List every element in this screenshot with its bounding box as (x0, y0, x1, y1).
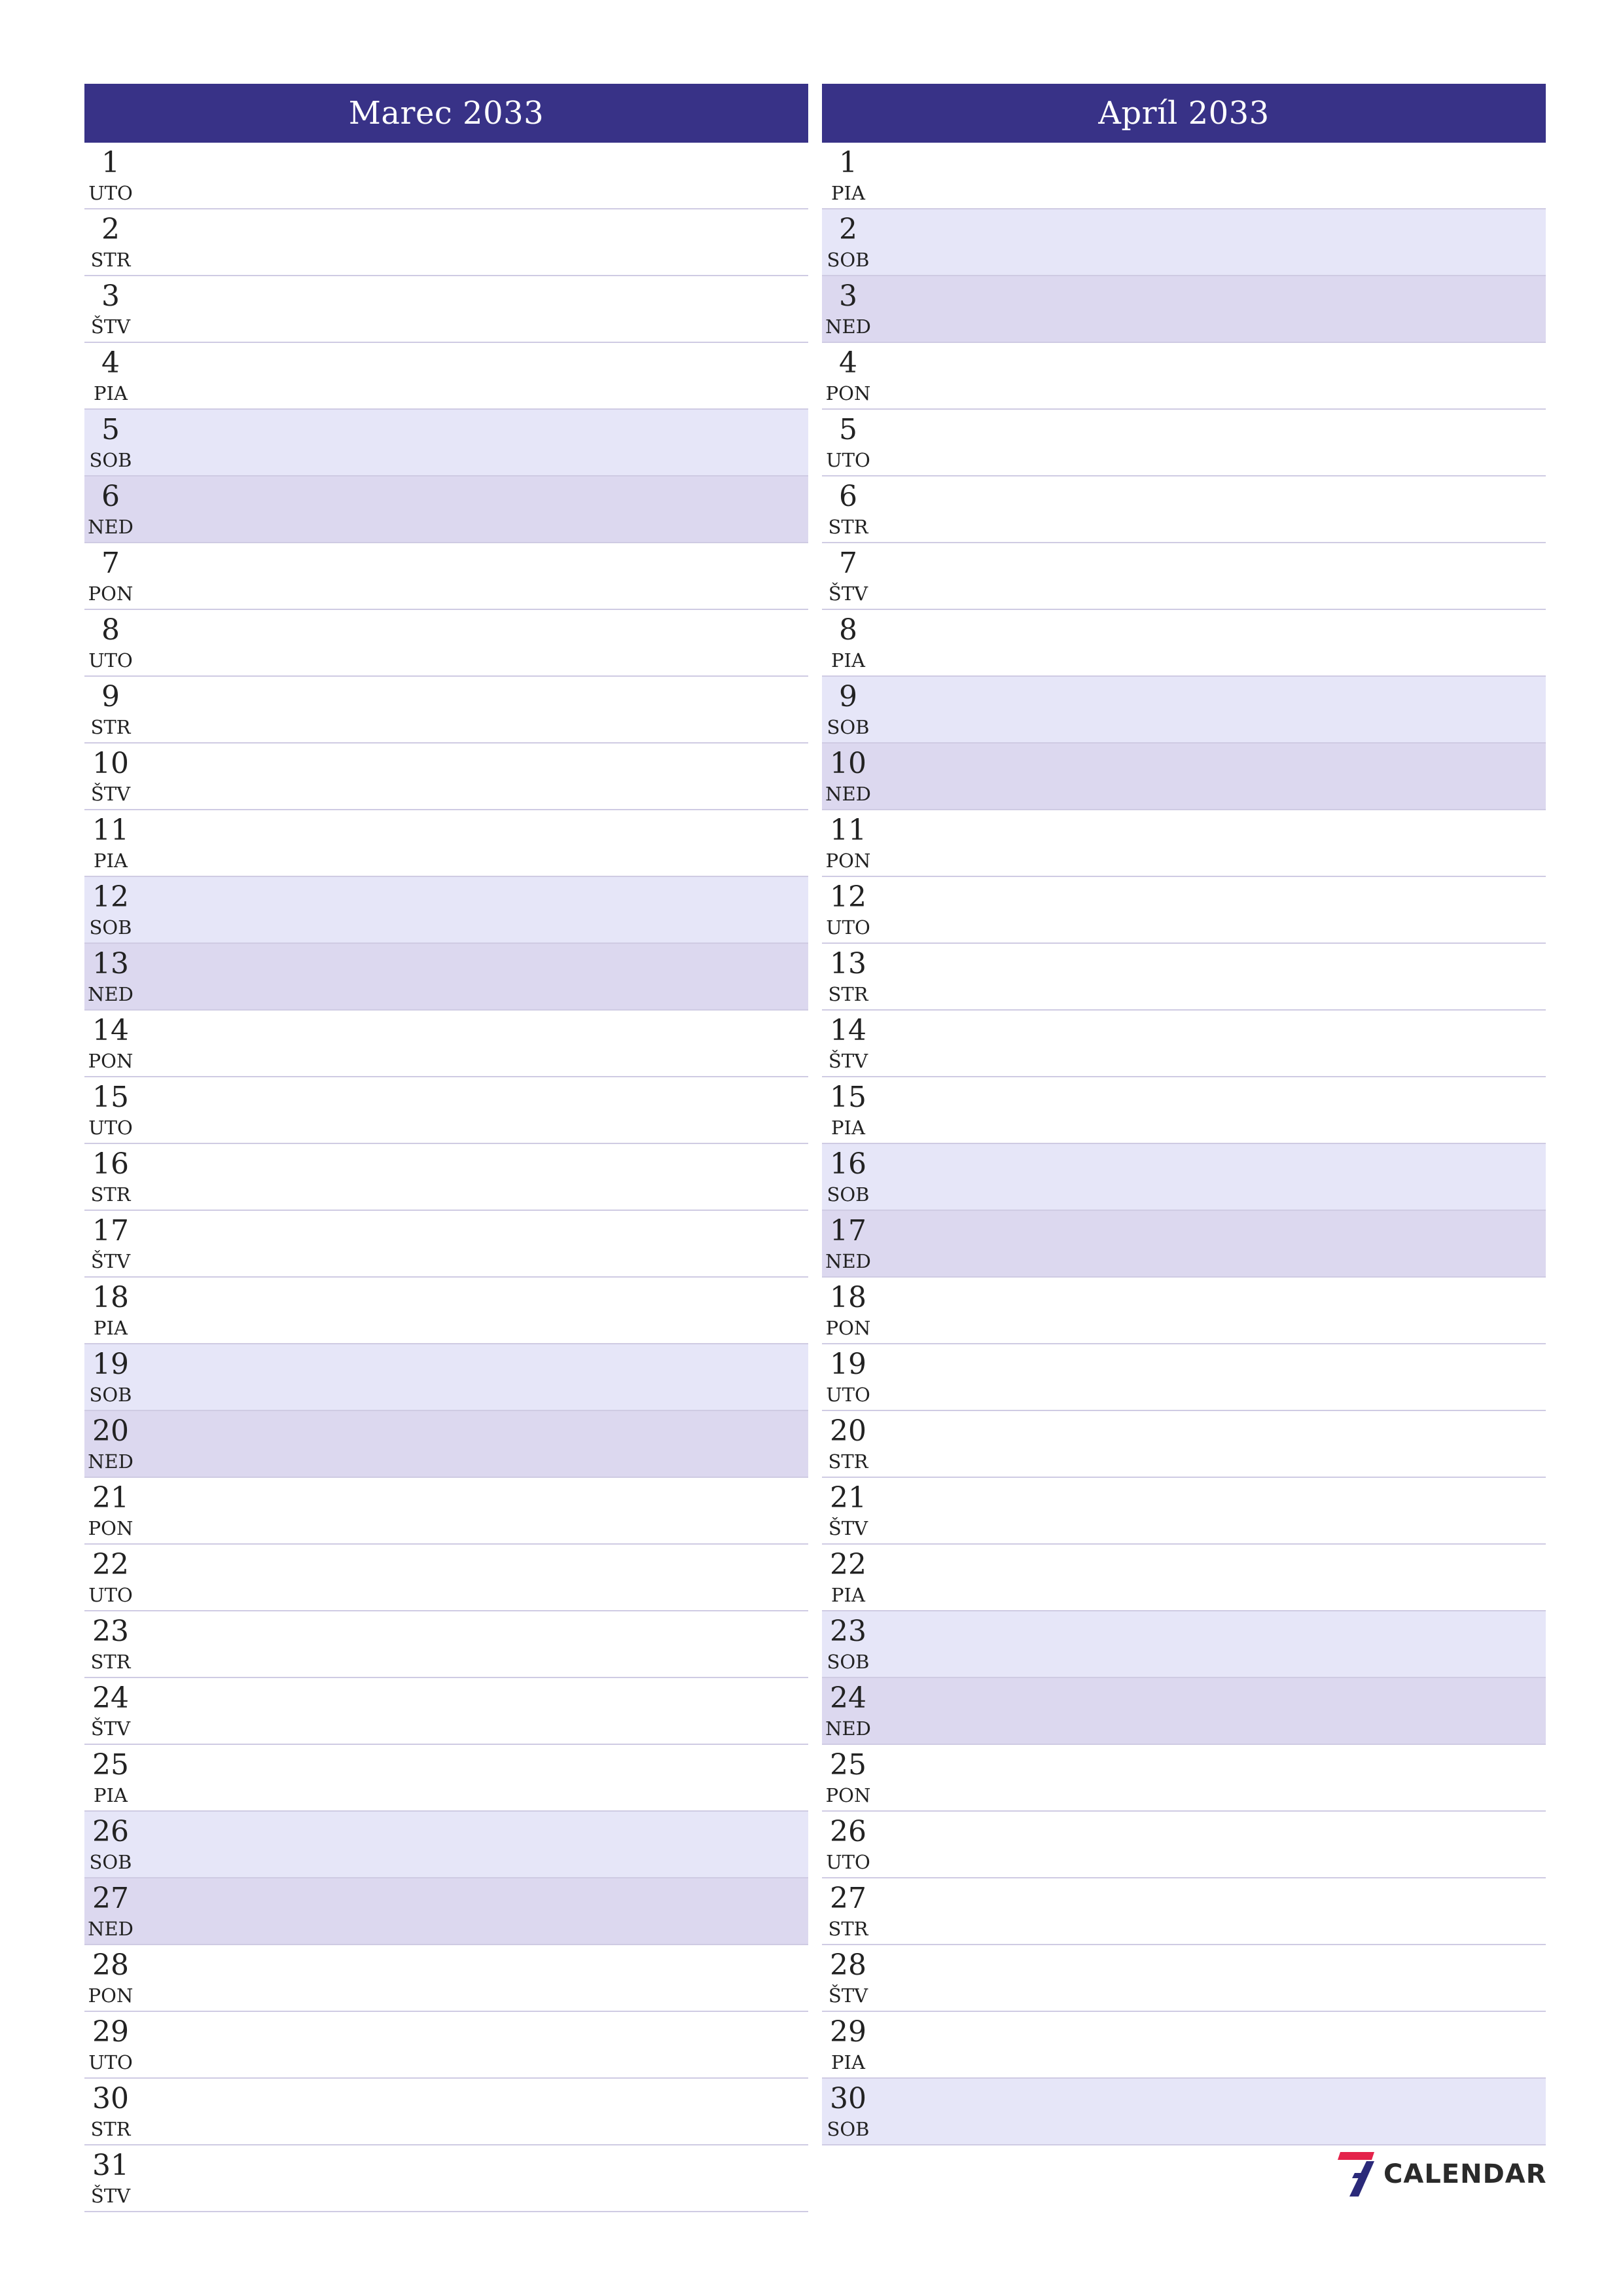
day-weekday: UTO (826, 1384, 870, 1406)
day-weekday: PIA (831, 182, 865, 204)
day-number: 15 (830, 1081, 866, 1114)
day-row (822, 276, 1546, 343)
day-weekday: PON (88, 1050, 134, 1072)
day-row (84, 1611, 808, 1678)
day-row (822, 1077, 1546, 1144)
day-number: 21 (92, 1481, 129, 1515)
day-number: 11 (92, 814, 129, 847)
day-row (84, 1945, 808, 2012)
day-row (84, 1745, 808, 1812)
day-weekday: PON (825, 382, 871, 404)
day-number: 31 (92, 2149, 129, 2182)
day-number: 7 (839, 547, 857, 580)
day-row (84, 1678, 808, 1745)
day-number: 4 (101, 346, 120, 380)
logo-text: CALENDAR (1383, 2159, 1547, 2189)
day-number: 9 (101, 680, 120, 713)
day-row (822, 1011, 1546, 1077)
day-row (822, 877, 1546, 944)
day-weekday: ŠTV (828, 1517, 868, 1539)
day-number: 1 (839, 146, 857, 179)
day-weekday: PON (825, 1784, 871, 1806)
day-number: 29 (92, 2015, 129, 2049)
day-weekday: ŠTV (90, 2185, 131, 2207)
day-number: 9 (839, 680, 857, 713)
day-row (822, 2079, 1546, 2145)
day-row (84, 2145, 808, 2212)
day-number: 16 (830, 1147, 866, 1181)
day-number: 22 (92, 1548, 129, 1581)
day-row (822, 1678, 1546, 1745)
day-row (822, 1745, 1546, 1812)
day-weekday: NED (88, 1918, 134, 1940)
day-number: 27 (92, 1882, 129, 1915)
day-number: 17 (830, 1214, 866, 1247)
day-weekday: UTO (826, 916, 870, 939)
day-number: 29 (830, 2015, 866, 2049)
day-weekday: ŠTV (90, 315, 131, 338)
day-list (822, 143, 1546, 2145)
day-row (84, 677, 808, 744)
day-weekday: SOB (827, 249, 870, 271)
day-number: 20 (830, 1414, 866, 1448)
day-row (822, 2012, 1546, 2079)
day-weekday: SOB (827, 716, 870, 738)
day-number: 23 (830, 1615, 866, 1648)
day-number: 19 (830, 1348, 866, 1381)
day-number: 25 (830, 1748, 866, 1782)
day-weekday: STR (828, 983, 868, 1005)
day-number: 2 (101, 213, 120, 246)
day-weekday: NED (88, 1450, 134, 1473)
day-row (822, 476, 1546, 543)
day-row (84, 1344, 808, 1411)
day-row (84, 276, 808, 343)
day-number: 8 (101, 613, 120, 647)
day-weekday: NED (88, 516, 134, 538)
day-row (822, 209, 1546, 276)
day-number: 16 (92, 1147, 129, 1181)
day-weekday: PON (88, 583, 134, 605)
day-number: 18 (92, 1281, 129, 1314)
day-row (84, 343, 808, 410)
day-number: 22 (830, 1548, 866, 1581)
day-row (822, 1411, 1546, 1478)
day-number: 26 (92, 1815, 129, 1848)
day-weekday: STR (90, 716, 131, 738)
day-number: 19 (92, 1348, 129, 1381)
day-weekday: SOB (89, 449, 132, 471)
day-number: 1 (101, 146, 120, 179)
day-row (84, 2079, 808, 2145)
day-number: 20 (92, 1414, 129, 1448)
day-number: 2 (839, 213, 857, 246)
day-number: 30 (92, 2082, 129, 2115)
day-weekday: PON (825, 1317, 871, 1339)
seven-logo-icon (1335, 2149, 1377, 2199)
day-row (84, 410, 808, 476)
day-row (84, 1411, 808, 1478)
day-row (84, 1545, 808, 1611)
day-row (822, 1878, 1546, 1945)
day-number: 3 (101, 279, 120, 313)
day-weekday: PIA (94, 1317, 128, 1339)
day-number: 17 (92, 1214, 129, 1247)
day-weekday: PON (825, 850, 871, 872)
day-row (84, 476, 808, 543)
month-title: Apríl 2033 (822, 84, 1546, 143)
day-weekday: STR (828, 1918, 868, 1940)
day-row (822, 1478, 1546, 1545)
day-weekday: NED (825, 1717, 871, 1740)
day-weekday: NED (825, 315, 871, 338)
day-number: 5 (101, 413, 120, 446)
day-row (84, 1011, 808, 1077)
day-weekday: PIA (831, 649, 865, 672)
day-weekday: STR (828, 1450, 868, 1473)
day-weekday: UTO (88, 1117, 133, 1139)
day-number: 14 (92, 1014, 129, 1047)
day-number: 10 (92, 747, 129, 780)
day-number: 7 (101, 547, 120, 580)
day-row (84, 1211, 808, 1278)
day-weekday: SOB (89, 1851, 132, 1873)
day-row (822, 944, 1546, 1011)
day-row (822, 1344, 1546, 1411)
day-weekday: UTO (88, 649, 133, 672)
day-number: 12 (830, 880, 866, 914)
day-weekday: PIA (831, 1584, 865, 1606)
day-number: 4 (839, 346, 857, 380)
day-weekday: STR (828, 516, 868, 538)
day-weekday: SOB (827, 1183, 870, 1206)
day-weekday: PIA (94, 850, 128, 872)
day-number: 8 (839, 613, 857, 647)
day-weekday: UTO (88, 1584, 133, 1606)
day-row (84, 944, 808, 1011)
day-weekday: ŠTV (828, 583, 868, 605)
day-row (84, 2012, 808, 2079)
day-weekday: PON (88, 1984, 134, 2007)
day-number: 15 (92, 1081, 129, 1114)
day-number: 10 (830, 747, 866, 780)
day-row (822, 1945, 1546, 2012)
day-row (822, 1211, 1546, 1278)
day-weekday: UTO (826, 449, 870, 471)
day-row (84, 209, 808, 276)
month-april (822, 84, 1546, 2145)
day-number: 28 (830, 1948, 866, 1982)
day-weekday: NED (88, 983, 134, 1005)
day-row (822, 143, 1546, 209)
day-row (822, 1278, 1546, 1344)
day-weekday: PIA (831, 2051, 865, 2073)
day-row (822, 1144, 1546, 1211)
day-weekday: UTO (88, 182, 133, 204)
day-number: 11 (830, 814, 866, 847)
day-row (822, 343, 1546, 410)
day-number: 18 (830, 1281, 866, 1314)
day-row (84, 610, 808, 677)
day-number: 13 (830, 947, 866, 980)
day-weekday: STR (90, 1183, 131, 1206)
day-number: 23 (92, 1615, 129, 1648)
day-weekday: PON (88, 1517, 134, 1539)
day-number: 26 (830, 1815, 866, 1848)
day-number: 30 (830, 2082, 866, 2115)
day-number: 3 (839, 279, 857, 313)
day-weekday: ŠTV (828, 1984, 868, 2007)
day-row (84, 1878, 808, 1945)
day-number: 12 (92, 880, 129, 914)
month-title: Marec 2033 (84, 84, 808, 143)
month-march (84, 84, 808, 2212)
day-weekday: SOB (89, 1384, 132, 1406)
day-number: 14 (830, 1014, 866, 1047)
day-number: 21 (830, 1481, 866, 1515)
day-row (84, 1478, 808, 1545)
day-number: 24 (92, 1681, 129, 1715)
day-number: 5 (839, 413, 857, 446)
day-weekday: UTO (88, 2051, 133, 2073)
day-row (84, 877, 808, 944)
day-weekday: STR (90, 1651, 131, 1673)
day-weekday: STR (90, 249, 131, 271)
day-weekday: UTO (826, 1851, 870, 1873)
day-row (822, 1611, 1546, 1678)
day-number: 6 (839, 480, 857, 513)
day-number: 28 (92, 1948, 129, 1982)
day-row (822, 543, 1546, 610)
day-row (822, 677, 1546, 744)
day-row (84, 744, 808, 810)
day-row (822, 610, 1546, 677)
day-weekday: SOB (89, 916, 132, 939)
day-row (822, 1545, 1546, 1611)
day-row (84, 1077, 808, 1144)
day-weekday: ŠTV (828, 1050, 868, 1072)
day-weekday: NED (825, 783, 871, 805)
day-weekday: ŠTV (90, 1717, 131, 1740)
day-weekday: PIA (94, 1784, 128, 1806)
day-row (822, 810, 1546, 877)
day-number: 27 (830, 1882, 866, 1915)
day-number: 24 (830, 1681, 866, 1715)
day-row (84, 1144, 808, 1211)
day-weekday: PIA (831, 1117, 865, 1139)
day-row (822, 1812, 1546, 1878)
day-row (84, 543, 808, 610)
day-weekday: STR (90, 2118, 131, 2140)
day-row (822, 410, 1546, 476)
day-number: 25 (92, 1748, 129, 1782)
day-weekday: NED (825, 1250, 871, 1272)
day-row (84, 810, 808, 877)
day-number: 6 (101, 480, 120, 513)
day-weekday: ŠTV (90, 783, 131, 805)
day-weekday: SOB (827, 1651, 870, 1673)
day-weekday: ŠTV (90, 1250, 131, 1272)
day-weekday: PIA (94, 382, 128, 404)
day-list (84, 143, 808, 2212)
day-row (84, 143, 808, 209)
day-row (822, 744, 1546, 810)
day-weekday: SOB (827, 2118, 870, 2140)
day-row (84, 1278, 808, 1344)
day-number: 13 (92, 947, 129, 980)
brand-logo (1335, 2149, 1547, 2199)
day-row (84, 1812, 808, 1878)
